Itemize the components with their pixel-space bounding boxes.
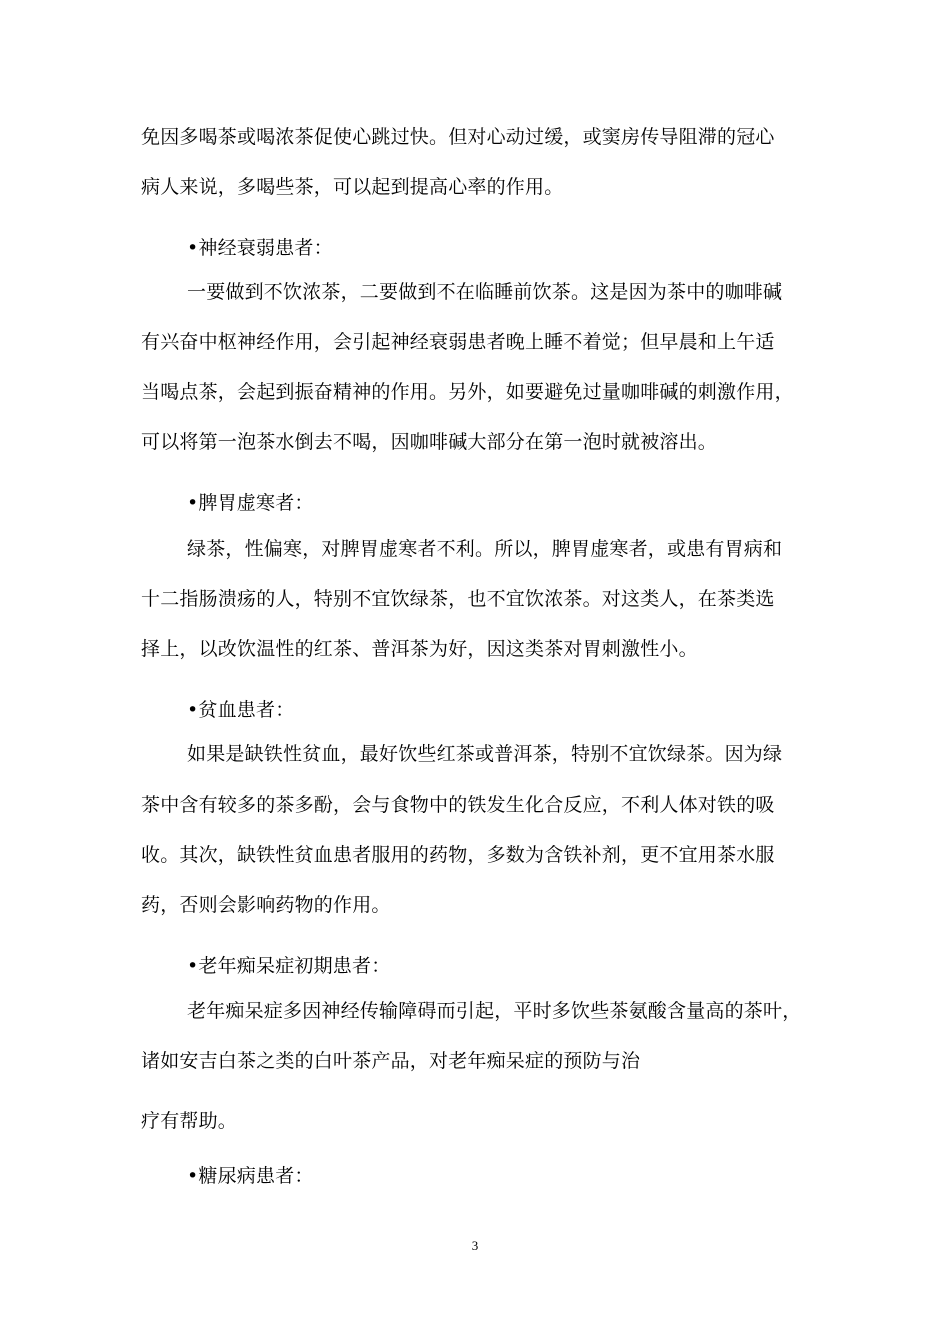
body-text-line: 当喝点茶，会起到振奋精神的作用。另外，如要避免过量咖啡碱的刺激作用， — [141, 381, 794, 403]
body-text-line: 疗有帮助。 — [141, 1110, 238, 1132]
section-heading-spleen-stomach: •脾胃虚寒者： — [187, 492, 314, 514]
body-text-line: 十二指肠溃疡的人，特别不宜饮绿茶，也不宜饮浓茶。对这类人，在茶类选 — [141, 588, 775, 610]
body-text-line: 病人来说，多喝些茶，可以起到提高心率的作用。 — [141, 176, 564, 198]
body-text-line: 诸如安吉白茶之类的白叶茶产品，对老年痴呆症的预防与治 — [141, 1050, 641, 1072]
body-text-line: 可以将第一泡茶水倒去不喝，因咖啡碱大部分在第一泡时就被溶出。 — [141, 431, 718, 453]
body-text-line: 一要做到不饮浓茶，二要做到不在临睡前饮茶。这是因为茶中的咖啡碱 — [187, 281, 783, 303]
body-text-line: 老年痴呆症多因神经传输障碍而引起，平时多饮些茶氨酸含量高的茶叶， — [187, 1000, 802, 1022]
body-text-line: 药，否则会影响药物的作用。 — [141, 894, 391, 916]
body-text-line: 免因多喝茶或喝浓茶促使心跳过快。但对心动过缓，或窦房传导阻滞的冠心 — [141, 126, 775, 148]
section-heading-diabetes: •糖尿病患者： — [187, 1165, 314, 1187]
section-heading-dementia: •老年痴呆症初期患者： — [187, 955, 391, 977]
body-text-line: 收。其次，缺铁性贫血患者服用的药物，多数为含铁补剂，更不宜用茶水服 — [141, 844, 775, 866]
section-heading-anemia: •贫血患者： — [187, 699, 295, 721]
section-heading-neurasthenia: •神经衰弱患者： — [187, 237, 333, 259]
page-number: 3 — [471, 1238, 479, 1253]
body-text-line: 如果是缺铁性贫血，最好饮些红茶或普洱茶，特别不宜饮绿茶。因为绿 — [187, 743, 783, 765]
body-text-line: 有兴奋中枢神经作用，会引起神经衰弱患者晚上睡不着觉；但早晨和上午适 — [141, 331, 775, 353]
body-text-line: 择上，以改饮温性的红茶、普洱茶为好，因这类茶对胃刺激性小。 — [141, 638, 698, 660]
body-text-line: 绿茶，性偏寒，对脾胃虚寒者不利。所以，脾胃虚寒者，或患有胃病和 — [187, 538, 783, 560]
body-text-line: 茶中含有较多的茶多酚，会与食物中的铁发生化合反应，不利人体对铁的吸 — [141, 794, 775, 816]
